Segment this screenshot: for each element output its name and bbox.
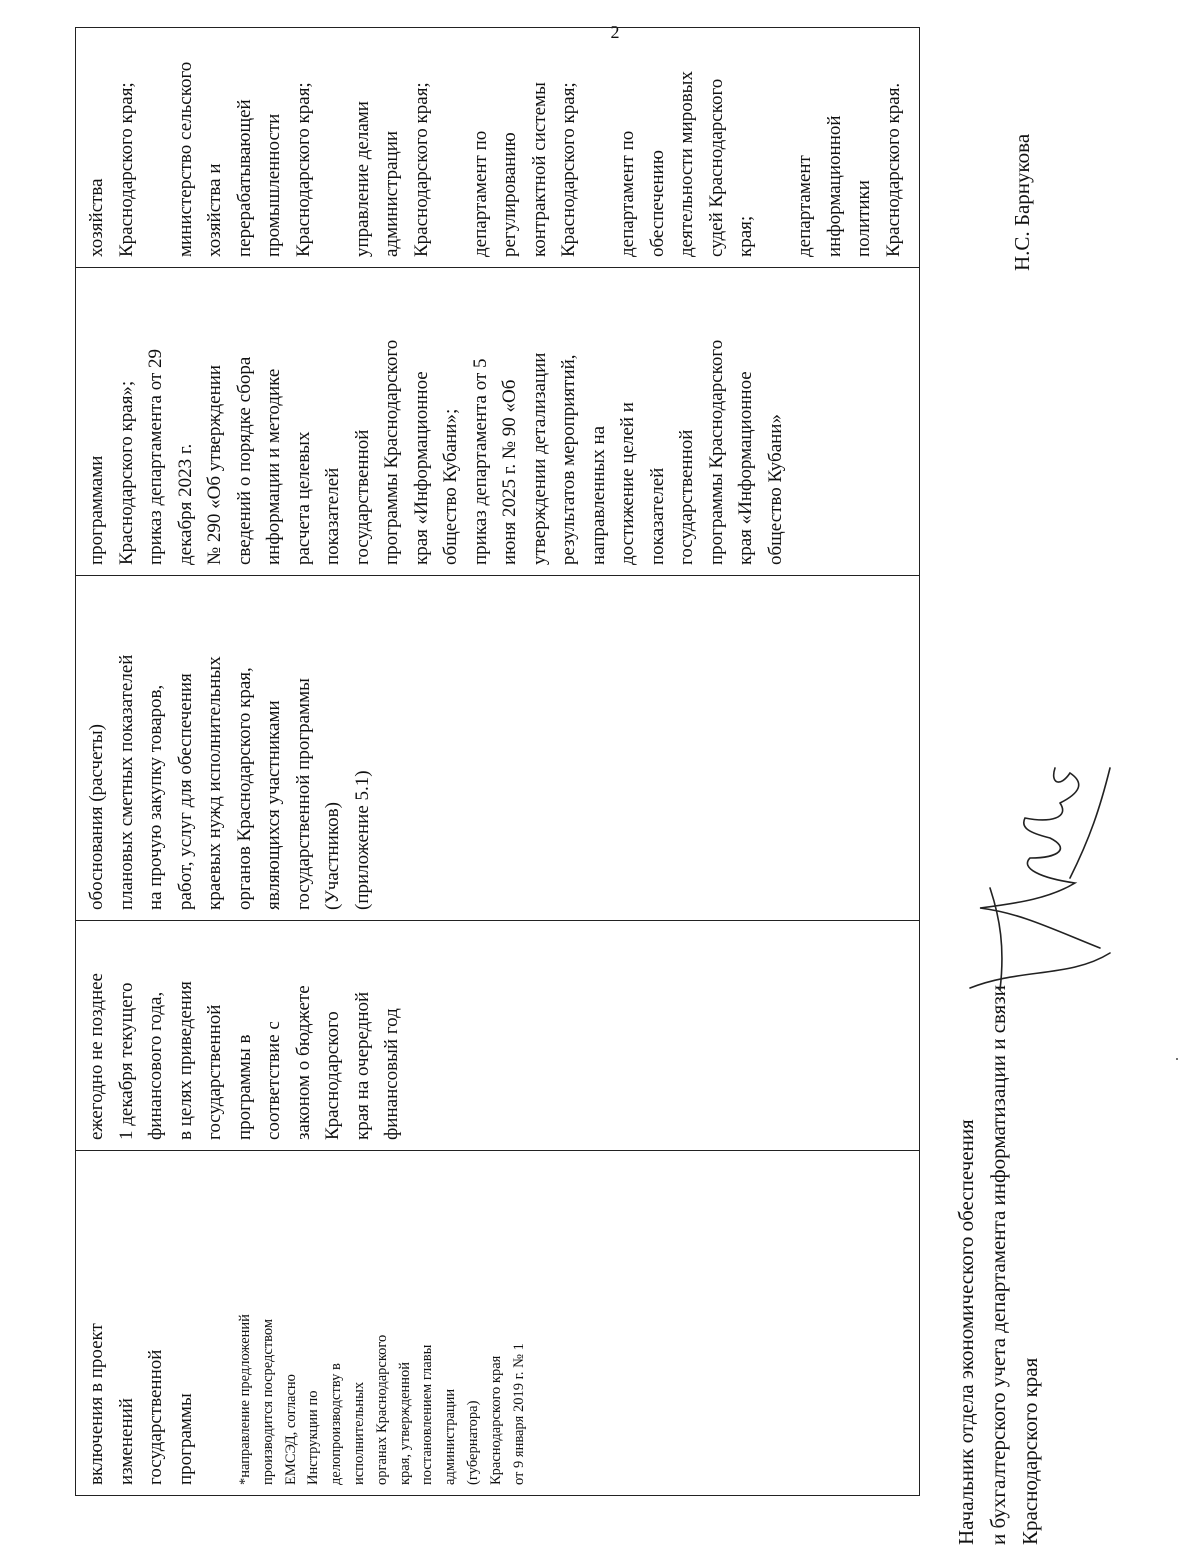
cell-line: (приложение 5.1) (351, 770, 373, 910)
cell-line: информации и методике (263, 368, 284, 565)
procedures-table (75, 27, 920, 1496)
cell-line: края на очередной (351, 991, 373, 1140)
cell-line: делопроизводству в (328, 1363, 345, 1485)
cell-line: деятельности мировых (676, 71, 697, 257)
cell-line: судей Краснодарского (705, 78, 727, 257)
cell-line: результатов мероприятий, (558, 354, 579, 565)
cell-line: законом о бюджете (292, 985, 314, 1140)
signature-block-title (950, 985, 1046, 1545)
cell-line: Краснодарского края; (115, 82, 137, 257)
footnote-text (234, 1159, 530, 1485)
cell-line: Краснодарского (322, 1011, 343, 1140)
cell-line: достижение целей и (617, 402, 638, 565)
cell-line: департамент по (617, 130, 638, 257)
cell-line: краевых нужд исполнительных (204, 656, 225, 910)
cell-line: в целях приведения (174, 981, 196, 1140)
cell-line: на прочую закупку товаров, (145, 684, 166, 910)
stray-dot (1176, 1058, 1178, 1060)
cell-line: министерство сельского (174, 61, 196, 257)
cell-line: ежегодно не позднее (86, 973, 107, 1140)
cell-line: края, утвержденной (396, 1361, 413, 1485)
cell-line: приказ департамента от 5 (469, 358, 491, 565)
cell-line: промышленности (263, 113, 284, 257)
cell-line: государственной (351, 429, 373, 565)
cell-line: от 9 января 2019 г. № 1 (510, 1343, 527, 1485)
cell-line: государственной (145, 1349, 166, 1485)
cell-line: утверждении детализации (528, 352, 550, 565)
cell-line: перерабатывающей (233, 99, 255, 257)
table-cell-deadline (76, 921, 920, 1151)
cell-line: обеспечению (646, 150, 668, 257)
legal-basis-text (82, 276, 790, 565)
cell-line: Краснодарского края (487, 1355, 504, 1485)
cell-line: хозяйства и (204, 163, 225, 257)
cell-line: июня 2025 г. № 90 «Об (499, 379, 520, 565)
cell-line: расчета целевых (292, 431, 314, 565)
signer-name: Н.С. Барнукова (1010, 133, 1034, 271)
cell-line: № 290 «Об утверждении (204, 364, 225, 565)
cell-line (436, 36, 466, 257)
cell-line: программы в (233, 1034, 255, 1140)
cell-line: декабря 2023 г. (174, 443, 196, 565)
cell-line: сведений о порядке сбора (233, 356, 255, 565)
cell-line: хозяйства (86, 178, 107, 257)
cell-line: общество Кубани» (764, 414, 786, 565)
cell-line: приказ департамента от 29 (145, 348, 166, 565)
table-cell-participants (76, 28, 920, 268)
cell-line: администрации (381, 130, 402, 257)
cell-line: департамент по (469, 130, 491, 257)
cell-line: соответствие с (263, 1021, 284, 1140)
cell-line: изменений (115, 1398, 137, 1485)
cell-line: показателей (646, 467, 668, 565)
cell-line: показателей (322, 467, 343, 565)
cell-line: органах Краснодарского (373, 1334, 390, 1485)
cell-line: *направление предложений (237, 1314, 253, 1485)
cell-line: программами (86, 455, 107, 565)
cell-line: направленных на (587, 425, 609, 565)
cell-line: работ, услуг для обеспечения (174, 673, 196, 910)
cell-line: политики (853, 180, 874, 257)
cell-line: управление делами (351, 101, 373, 257)
cell-line: финансовый год (381, 1008, 402, 1140)
cell-line (141, 36, 171, 257)
cell-line: ЕМСЭД, согласно (282, 1374, 299, 1485)
table-cell-basis (76, 268, 920, 576)
handwritten-signature (960, 758, 1120, 1008)
cell-line: исполнительных (350, 1381, 367, 1485)
footer-line: и бухгалтерского учета департамента информатизации и связи (986, 985, 1010, 1545)
cell-line: края «Информационное (735, 371, 756, 565)
cell-line: обоснования (расчеты) (86, 724, 107, 910)
cell-line: плановых сметных показателей (115, 654, 137, 910)
cell-line: (губернатора) (464, 1400, 481, 1485)
footer-line: Краснодарского края (1018, 1357, 1042, 1545)
cell-line: края «Информационное (410, 371, 432, 565)
cell-line: Краснодарского края»; (115, 380, 137, 565)
cell-line: государственной (204, 1004, 225, 1140)
cell-line (584, 36, 614, 257)
cell-line: (Участников) (322, 802, 343, 910)
table-cell-stage (76, 1151, 920, 1496)
cell-line: государственной (676, 429, 697, 565)
cell-line: Инструкции по (305, 1390, 322, 1485)
document-text (82, 584, 377, 910)
cell-line: являющихся участниками (263, 700, 284, 910)
cell-line: финансового года, (145, 991, 166, 1140)
cell-line: информационной (823, 115, 845, 257)
footer-line: Начальник отдела экономического обеспечения (954, 1119, 978, 1545)
cell-line: края; (735, 215, 756, 257)
cell-line (318, 36, 348, 257)
cell-line: 1 декабря текущего (115, 982, 137, 1140)
cell-line: Краснодарского края; (410, 82, 432, 257)
stage-text (82, 1159, 200, 1485)
cell-line: постановлением главы (419, 1344, 436, 1485)
cell-line: программы Краснодарского (381, 339, 402, 565)
cell-line: администрации (442, 1388, 459, 1485)
cell-line: департамент (794, 155, 815, 257)
cell-line: Краснодарского края; (292, 82, 314, 257)
cell-line: государственной программы (292, 678, 314, 910)
cell-line: органов Краснодарского края, (233, 667, 255, 910)
cell-line: программы Краснодарского (705, 339, 727, 565)
participants-text (82, 36, 908, 257)
cell-line: контрактной системы (528, 82, 550, 257)
cell-line: общество Кубани»; (440, 408, 461, 565)
table-cell-document (76, 576, 920, 921)
cell-line: программы (174, 1393, 196, 1485)
page-number: 2 (610, 22, 620, 42)
deadline-text (82, 929, 407, 1140)
cell-line: включения в проект (86, 1323, 107, 1485)
cell-line (761, 36, 791, 257)
cell-line: Краснодарского края; (558, 82, 579, 257)
cell-line: регулированию (499, 132, 520, 257)
table-row (76, 28, 920, 1496)
cell-line: производится посредством (259, 1318, 276, 1485)
cell-line: Краснодарского края. (882, 82, 904, 257)
